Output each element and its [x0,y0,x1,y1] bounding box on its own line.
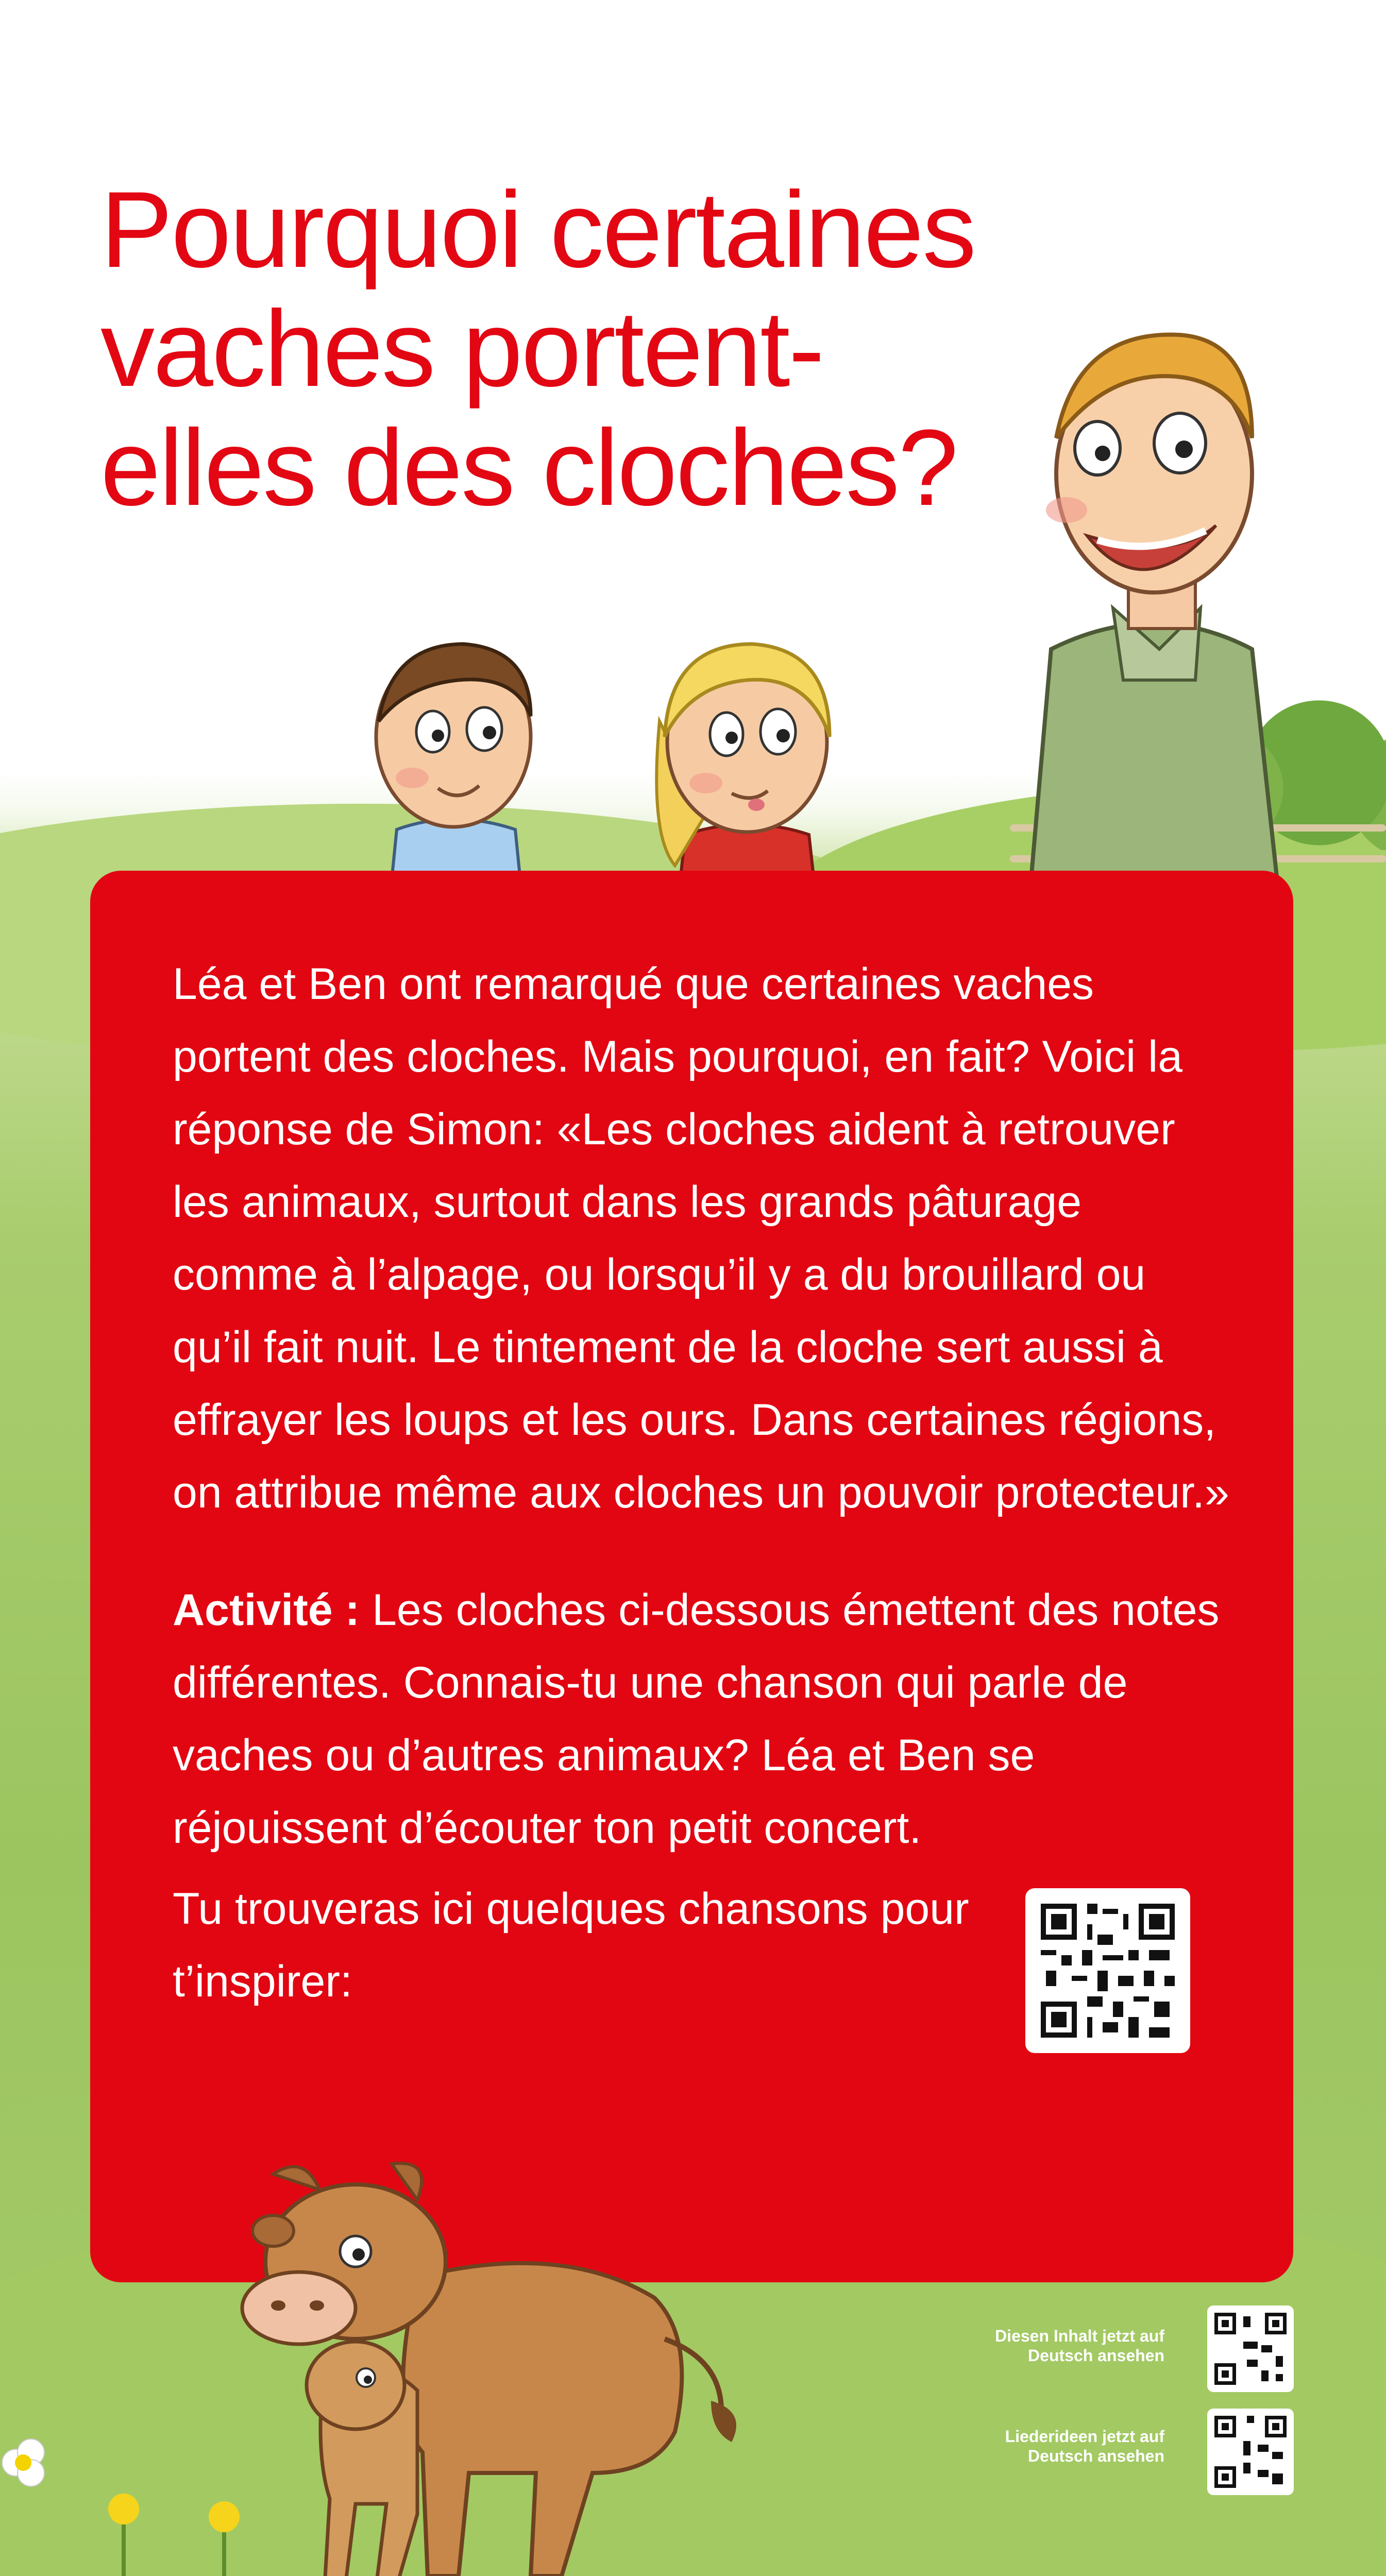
page-title [100,170,1131,527]
qr-code-icon [1207,2409,1294,2495]
songs-paragraph: Tu trouveras ici quelques chansons pour t’inspirer: [173,1884,969,2006]
farmer-simon-illustration [1010,319,1298,886]
girl-lea-illustration [639,618,855,881]
title-line: vaches portent- [100,288,823,409]
title-line: Pourquoi certaines [100,169,975,290]
qr-code-icon [1025,1888,1190,2053]
activity-paragraph [173,1574,1234,1865]
german-songs-qr-code[interactable] [1207,2409,1294,2495]
title-line: elles des cloches? [100,407,957,528]
cow-and-calf-illustration [201,2143,747,2576]
flowers-decoration [0,2432,268,2576]
content-panel [90,871,1293,2282]
intro-paragraph: Léa et Ben ont remarqué que certaines vaches portent des cloches. Mais pourquoi, en fait? Voici la réponse de Simon: «Les cloches aident à retrouver les animaux, surtout dans les grands pâturage comme à l’alpage, ou lorsqu’il y a du brouillard ou qu’il fait nuit. Le tintement de la cloche sert aussi à effrayer les loups et les ours. Dans certaines régions, on attribue même aux cloches un pouvoir protecteur.» [173,959,1229,1517]
boy-ben-illustration [361,613,546,881]
activity-text: Les cloches ci-dessous émettent des notes différentes. Connais-tu une chanson qui parle de vaches ou d’autres animaux? Léa et Ben se réjouissent d’écouter ton petit concert. [173,1585,1220,1853]
activity-label: Activité : [173,1585,360,1635]
german-content-label: Diesen Inhalt jetzt auf Deutsch ansehen [995,2327,1164,2365]
qr-code-icon [1207,2306,1294,2392]
german-songs-label: Liederideen jetzt auf Deutsch ansehen [1005,2427,1164,2465]
german-content-qr-code[interactable] [1207,2306,1294,2392]
songs-qr-code[interactable] [1025,1888,1190,2053]
